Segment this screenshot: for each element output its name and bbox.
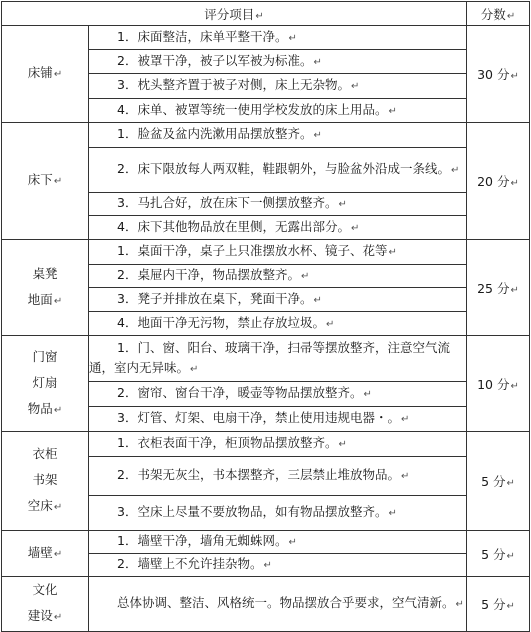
paragraph-mark-icon: ↵ bbox=[313, 130, 322, 141]
paragraph-mark-icon: ↵ bbox=[350, 81, 360, 92]
criteria-text: 1．桌面干净，桌子上只准摆放水杯、镜子、花等↵ bbox=[117, 243, 397, 258]
paragraph-mark-icon: ↵ bbox=[313, 56, 322, 68]
paragraph-mark-icon: ↵ bbox=[400, 414, 410, 425]
criteria-text: 1．床面整洁，床单平整干净。↵ bbox=[117, 28, 297, 44]
paragraph-mark-icon: ↵ bbox=[313, 294, 322, 306]
header-items-label: 评分项目 bbox=[204, 6, 255, 22]
paragraph-mark-icon: ↵ bbox=[510, 71, 519, 82]
paragraph-mark-icon: ↵ bbox=[363, 389, 372, 400]
paragraph-mark-icon: ↵ bbox=[53, 612, 63, 623]
category-label: 衣柜 bbox=[32, 446, 58, 461]
category-cell bbox=[2, 531, 89, 577]
score-value: 25 分 bbox=[477, 280, 510, 296]
paragraph-mark-icon: ↵ bbox=[263, 560, 272, 571]
paragraph-mark-icon: ↵ bbox=[455, 599, 464, 610]
paragraph-mark-icon: ↵ bbox=[53, 69, 63, 80]
category-label: 文化 bbox=[32, 582, 58, 597]
score-value: 30 分 bbox=[477, 67, 510, 82]
paragraph-mark-icon: ↵ bbox=[255, 10, 264, 22]
scoring-table-body bbox=[2, 2, 530, 632]
category-label: 物品↵ bbox=[27, 400, 63, 416]
criteria-item bbox=[89, 288, 467, 312]
paragraph-mark-icon: ↵ bbox=[288, 537, 297, 548]
header-items bbox=[2, 2, 467, 26]
table-row bbox=[2, 26, 530, 50]
paragraph-mark-icon: ↵ bbox=[506, 601, 515, 612]
paragraph-mark-icon: ↵ bbox=[53, 176, 63, 187]
table-row bbox=[2, 123, 530, 148]
paragraph-mark-icon: ↵ bbox=[53, 502, 63, 513]
paragraph-mark-icon: ↵ bbox=[350, 222, 360, 234]
criteria-text: 1．墙壁干净，墙角无蜘蛛网。↵ bbox=[117, 533, 297, 548]
paragraph-mark-icon: ↵ bbox=[190, 363, 199, 375]
criteria-item bbox=[89, 577, 467, 632]
criteria-item bbox=[89, 148, 467, 193]
paragraph-mark-icon: ↵ bbox=[288, 32, 297, 44]
category-label: 地面↵ bbox=[27, 291, 63, 307]
paragraph-mark-icon: ↵ bbox=[388, 105, 397, 117]
score-cell bbox=[467, 531, 530, 577]
paragraph-mark-icon: ↵ bbox=[510, 380, 519, 392]
criteria-text: 3．枕头整齐置于被子对侧，床上无杂物。↵ bbox=[117, 77, 360, 92]
criteria-item bbox=[89, 554, 467, 577]
criteria-text: 3．空床上尽量不要放物品，如有物品摆放整齐。↵ bbox=[117, 504, 397, 519]
paragraph-mark-icon: ↵ bbox=[388, 247, 397, 258]
criteria-item bbox=[89, 407, 467, 432]
category-label: 灯扇 bbox=[32, 374, 58, 390]
paragraph-mark-icon: ↵ bbox=[300, 271, 310, 282]
scoring-table bbox=[1, 1, 530, 632]
criteria-item bbox=[89, 432, 467, 457]
score-cell bbox=[467, 123, 530, 240]
score-value: 5 分 bbox=[481, 597, 506, 612]
criteria-text: 4．地面干净无污物，禁止存放垃圾。↵ bbox=[117, 314, 335, 330]
criteria-text: 2．被罩干净，被子以军被为标准。↵ bbox=[117, 52, 322, 68]
category-cell bbox=[2, 432, 89, 531]
criteria-text: 2．墙壁上不允许挂杂物。↵ bbox=[117, 556, 272, 571]
category-cell bbox=[2, 577, 89, 632]
category-cell bbox=[2, 336, 89, 432]
header-row bbox=[2, 2, 530, 26]
category-label: 门窗 bbox=[32, 348, 58, 364]
criteria-item bbox=[89, 336, 467, 382]
score-cell bbox=[467, 577, 530, 632]
paragraph-mark-icon: ↵ bbox=[400, 471, 410, 482]
category-cell bbox=[2, 26, 89, 123]
criteria-text: 2．桌屉内干净，物品摆放整齐。↵ bbox=[117, 267, 310, 282]
criteria-text: 3．灯管、灯架、电扇干净，禁止使用违规电器・。↵ bbox=[117, 410, 410, 425]
paragraph-mark-icon: ↵ bbox=[53, 295, 63, 307]
category-label: 床铺↵ bbox=[27, 65, 63, 80]
table-row bbox=[2, 577, 530, 632]
category-label: 床下↵ bbox=[27, 172, 63, 187]
criteria-text: 2．窗帘、窗台干净，暖壶等物品摆放整齐。↵ bbox=[117, 385, 372, 400]
paragraph-mark-icon: ↵ bbox=[338, 199, 347, 210]
category-cell bbox=[2, 123, 89, 240]
score-value: 5 分 bbox=[481, 474, 506, 489]
paragraph-mark-icon: ↵ bbox=[388, 508, 397, 519]
criteria-text: 2．书架无灰尘，书本摆整齐，三层禁止堆放物品。↵ bbox=[117, 467, 410, 482]
criteria-item bbox=[89, 312, 467, 336]
criteria-text: 4．床下其他物品放在里侧，无露出部分。↵ bbox=[117, 218, 360, 234]
table-row bbox=[2, 432, 530, 457]
criteria-item bbox=[89, 99, 467, 123]
score-cell bbox=[467, 26, 530, 123]
paragraph-mark-icon: ↵ bbox=[53, 548, 63, 560]
score-value: 20 分 bbox=[477, 174, 510, 189]
criteria-item bbox=[89, 26, 467, 50]
criteria-item bbox=[89, 457, 467, 496]
criteria-item bbox=[89, 265, 467, 288]
category-label: 墙壁↵ bbox=[27, 544, 63, 560]
paragraph-mark-icon: ↵ bbox=[53, 404, 63, 416]
category-label: 空床↵ bbox=[27, 498, 63, 513]
score-cell bbox=[467, 336, 530, 432]
paragraph-mark-icon: ↵ bbox=[506, 10, 516, 22]
header-score bbox=[467, 2, 530, 26]
header-score-label: 分数 bbox=[480, 6, 506, 22]
paragraph-mark-icon: ↵ bbox=[338, 439, 347, 450]
criteria-item bbox=[89, 74, 467, 99]
category-label: 桌凳 bbox=[32, 265, 58, 281]
table-row bbox=[2, 240, 530, 265]
criteria-text: 3．凳子并排放在桌下，凳面干净。↵ bbox=[117, 290, 322, 306]
criteria-item bbox=[89, 496, 467, 531]
paragraph-mark-icon: ↵ bbox=[325, 318, 335, 330]
paragraph-mark-icon: ↵ bbox=[506, 550, 515, 562]
criteria-text: 4．床单、被罩等统一使用学校发放的床上用品。↵ bbox=[117, 101, 397, 117]
score-cell bbox=[467, 432, 530, 531]
criteria-item bbox=[89, 123, 467, 148]
paragraph-mark-icon: ↵ bbox=[510, 178, 519, 189]
table-row bbox=[2, 531, 530, 554]
criteria-item bbox=[89, 50, 467, 74]
score-cell bbox=[467, 240, 530, 336]
criteria-item bbox=[89, 382, 467, 407]
score-value: 5 分 bbox=[481, 546, 506, 562]
paragraph-mark-icon: ↵ bbox=[450, 165, 460, 176]
category-label: 书架 bbox=[32, 472, 58, 487]
table-row bbox=[2, 336, 530, 382]
category-label: 建设↵ bbox=[27, 608, 63, 623]
category-cell bbox=[2, 240, 89, 336]
criteria-item bbox=[89, 193, 467, 216]
criteria-item bbox=[89, 531, 467, 554]
criteria-text: 1．衣柜表面干净，柜顶物品摆放整齐。↵ bbox=[117, 435, 347, 450]
criteria-item bbox=[89, 240, 467, 265]
paragraph-mark-icon: ↵ bbox=[510, 284, 519, 296]
score-value: 10 分 bbox=[477, 376, 510, 392]
criteria-text: 2．床下限放每人两双鞋，鞋跟朝外，与脸盆外沿成一条线。↵ bbox=[117, 161, 460, 176]
criteria-text: 3．马扎合好，放在床下一侧摆放整齐。↵ bbox=[117, 195, 347, 210]
paragraph-mark-icon: ↵ bbox=[506, 478, 515, 489]
criteria-text: 1．脸盆及盆内洗漱用品摆放整齐。↵ bbox=[117, 126, 322, 141]
criteria-item bbox=[89, 216, 467, 240]
criteria-text: 总体协调、整洁、风格统一。物品摆放合乎要求，空气清新。↵ bbox=[117, 595, 464, 610]
criteria-text: 1．门、窗、阳台、玻璃干净，扫帚等摆放整齐，注意空气流通，室内无异味。↵ bbox=[89, 339, 450, 375]
